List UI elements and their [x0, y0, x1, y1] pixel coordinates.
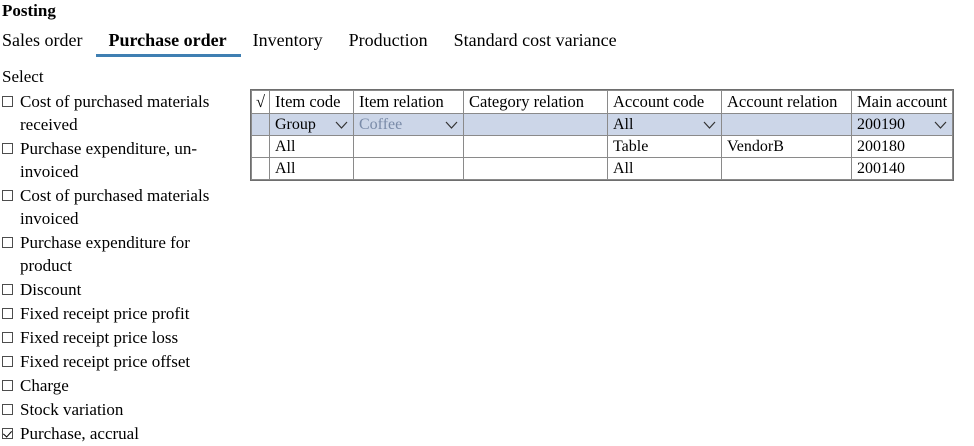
- chevron-down-icon[interactable]: [335, 121, 348, 129]
- cell-value: Group: [275, 115, 316, 133]
- checklist-item[interactable]: [2, 137, 246, 183]
- column-header-item-code[interactable]: Item code: [270, 91, 354, 114]
- checklist-item[interactable]: [2, 326, 246, 349]
- cell-content: [613, 160, 716, 178]
- checklist-item[interactable]: [2, 398, 246, 421]
- cell-value: All: [275, 159, 296, 177]
- cell-value: VendorB: [727, 137, 784, 155]
- checkbox-icon[interactable]: [2, 404, 13, 415]
- checklist-item-label: Cost of purchased materials invoiced: [20, 186, 210, 228]
- tab-bar: [0, 28, 631, 57]
- cell-category-relation[interactable]: [464, 158, 608, 180]
- posting-type-checklist: [2, 90, 246, 446]
- checklist-item-label: Stock variation: [20, 400, 124, 419]
- cell-account-code[interactable]: [608, 136, 722, 158]
- cell-value: All: [613, 115, 634, 133]
- cell-account-relation[interactable]: [722, 114, 852, 136]
- column-header-account-relation[interactable]: Account relation: [722, 91, 852, 114]
- column-header-main-account[interactable]: Main account: [852, 91, 953, 114]
- cell-content: [857, 116, 947, 134]
- cell-account-code[interactable]: [608, 114, 722, 136]
- checkbox-icon[interactable]: [2, 143, 13, 154]
- page-title: Posting: [2, 1, 56, 20]
- checklist-item[interactable]: [2, 302, 246, 325]
- checkbox-icon[interactable]: [2, 190, 13, 201]
- cell-value: Coffee: [359, 115, 403, 133]
- posting-rules-grid: [250, 89, 954, 181]
- checkbox-icon[interactable]: [2, 332, 13, 343]
- column-header-item-relation[interactable]: Item relation: [354, 91, 464, 114]
- cell-item-code[interactable]: [270, 114, 354, 136]
- column-header-account-code[interactable]: Account code: [608, 91, 722, 114]
- cell-value: All: [275, 137, 296, 155]
- chevron-down-icon[interactable]: [703, 121, 716, 129]
- cell-category-relation[interactable]: [464, 114, 608, 136]
- cell-account-code[interactable]: [608, 158, 722, 180]
- checklist-item[interactable]: [2, 350, 246, 373]
- checkbox-icon[interactable]: [2, 96, 13, 107]
- cell-content: [275, 116, 348, 134]
- checklist-item-label: Purchase expenditure, un-invoiced: [20, 139, 198, 181]
- chevron-down-icon[interactable]: [934, 121, 947, 129]
- cell-item-relation[interactable]: [354, 136, 464, 158]
- tab-sales-order[interactable]: Sales order: [2, 30, 83, 50]
- header-row: [252, 91, 953, 114]
- checklist-item[interactable]: [2, 422, 246, 445]
- cell-content: [857, 138, 947, 156]
- checkbox-icon[interactable]: [2, 237, 13, 248]
- cell-content: [275, 138, 348, 156]
- select-label: Select: [2, 67, 44, 86]
- cell-item-relation[interactable]: [354, 158, 464, 180]
- checklist-item-label: Fixed receipt price offset: [20, 352, 191, 371]
- checklist-item-label: Discount: [20, 280, 82, 299]
- cell-item-code[interactable]: [270, 158, 354, 180]
- checklist-item-label: Purchase, accrual: [20, 424, 139, 443]
- cell-main-account[interactable]: [852, 114, 953, 136]
- cell-content: [857, 160, 947, 178]
- cell-value: 200140: [857, 159, 905, 177]
- checklist-item[interactable]: [2, 90, 246, 136]
- checklist-item-label: Cost of purchased materials received: [20, 92, 210, 134]
- table-row[interactable]: [252, 158, 953, 180]
- cell-content: [613, 116, 716, 134]
- tab-purchase-order[interactable]: Purchase order: [96, 28, 240, 57]
- checklist-item[interactable]: [2, 374, 246, 397]
- table-row[interactable]: [252, 136, 953, 158]
- cell-account-relation[interactable]: [722, 136, 852, 158]
- row-marker-cell[interactable]: [252, 114, 270, 136]
- cell-account-relation[interactable]: [722, 158, 852, 180]
- table-header: [252, 91, 953, 114]
- cell-value: 200180: [857, 137, 905, 155]
- checklist-item[interactable]: [2, 231, 246, 277]
- checklist-item[interactable]: [2, 278, 246, 301]
- tab-inventory[interactable]: Inventory: [252, 30, 323, 50]
- checkbox-icon[interactable]: [2, 308, 13, 319]
- cell-main-account[interactable]: [852, 158, 953, 180]
- tab-production[interactable]: Production: [348, 30, 428, 50]
- cell-content: [727, 138, 846, 156]
- checkbox-icon[interactable]: [2, 356, 13, 367]
- cell-main-account[interactable]: [852, 136, 953, 158]
- checklist-item-label: Fixed receipt price profit: [20, 304, 190, 323]
- checkbox-icon[interactable]: [2, 380, 13, 391]
- cell-value: 200190: [857, 115, 905, 133]
- cell-content: [359, 116, 458, 134]
- checklist-item-label: Fixed receipt price loss: [20, 328, 179, 347]
- row-marker-cell[interactable]: [252, 136, 270, 158]
- checkbox-icon[interactable]: [2, 284, 13, 295]
- cell-item-relation[interactable]: [354, 114, 464, 136]
- checklist-item-label: Purchase expenditure for product: [20, 233, 190, 275]
- posting-rules-table: [251, 90, 953, 180]
- cell-item-code[interactable]: [270, 136, 354, 158]
- checklist-item[interactable]: [2, 184, 246, 230]
- checklist-item-label: Charge: [20, 376, 69, 395]
- cell-content: [613, 138, 716, 156]
- row-marker-cell[interactable]: [252, 158, 270, 180]
- tab-standard-cost-variance[interactable]: Standard cost variance: [453, 30, 617, 50]
- column-header-category-relation[interactable]: Category relation: [464, 91, 608, 114]
- cell-category-relation[interactable]: [464, 136, 608, 158]
- cell-value: Table: [613, 137, 649, 155]
- cell-value: All: [613, 159, 634, 177]
- checkmark-column-header[interactable]: √: [252, 91, 270, 114]
- chevron-down-icon[interactable]: [445, 121, 458, 129]
- table-row[interactable]: [252, 114, 953, 136]
- checkbox-checked-icon[interactable]: [2, 428, 13, 439]
- table-body: [252, 114, 953, 180]
- cell-content: [275, 160, 348, 178]
